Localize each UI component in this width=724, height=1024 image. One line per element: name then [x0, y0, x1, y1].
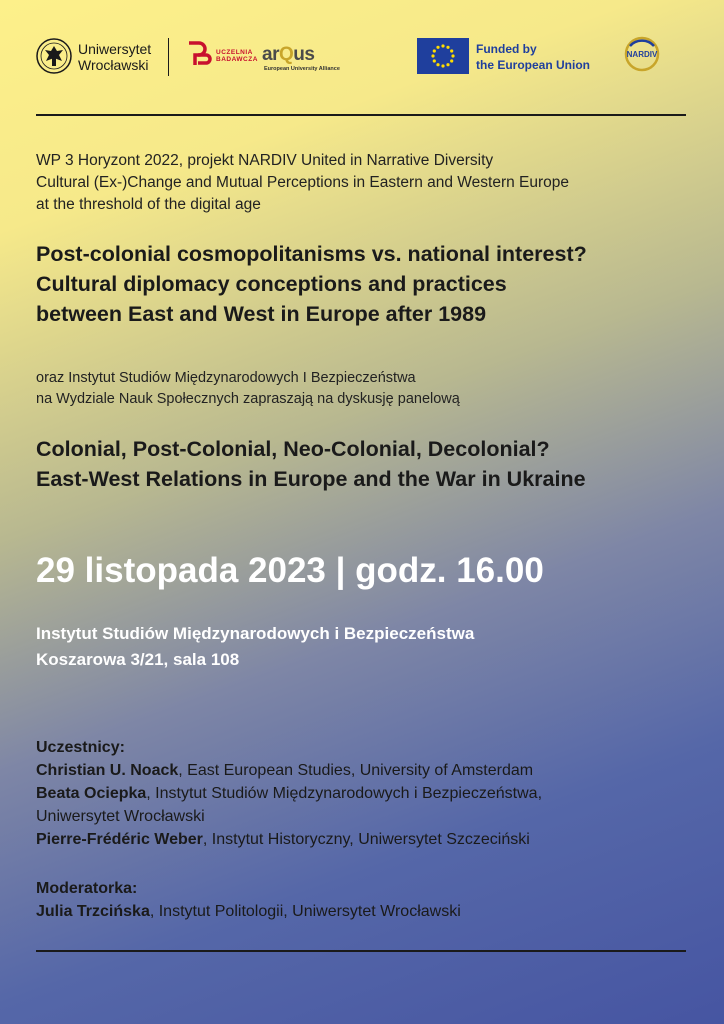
top-rule	[36, 114, 686, 116]
university-crest-logo	[36, 38, 72, 74]
arqus-logo: arQus	[262, 44, 315, 65]
moderator-item: Julia Trzcińska, Instytut Politologii, Uniwersytet Wrocławski	[36, 903, 461, 920]
project-title: Post-colonial cosmopolitanisms vs. national interest? Cultural diplomacy conceptions and practices between East and West in Europe after 1989	[36, 242, 587, 326]
research-university-mark-icon	[186, 40, 212, 68]
bottom-rule	[36, 950, 686, 952]
university-name-logo-text: Uniwersytet Wrocławski	[78, 41, 152, 73]
event-venue: Instytut Studiów Międzynarodowych i Bezpieczeństwa Koszarowa 3/21, sala 108	[36, 624, 475, 669]
logo-divider	[168, 38, 169, 76]
nardiv-logo	[624, 36, 660, 72]
panel-title: Colonial, Post-Colonial, Neo-Colonial, Decolonial? East-West Relations in Europe and the War in Ukraine	[36, 437, 586, 491]
participants-label: Uczestnicy:	[36, 739, 125, 756]
eu-flag-icon	[417, 38, 469, 74]
svg-text:NARDIV: NARDIV	[626, 50, 658, 59]
participant-item-continuation: Uniwersytet Wrocławski	[36, 808, 205, 825]
participants-list	[36, 736, 696, 851]
participant-item: Christian U. Noack, East European Studies, University of Amsterdam	[36, 762, 534, 779]
arqus-subtitle: European University Alliance	[264, 66, 340, 72]
invitation-text: oraz Instytut Studiów Międzynarodowych I Bezpieczeństwa na Wydziale Nauk Społecznych zapraszają na dyskusję panelową	[36, 370, 460, 407]
participant-item: Beata Ociepka, Instytut Studiów Międzynarodowych i Bezpieczeństwa,	[36, 785, 543, 802]
moderator-label: Moderatorka:	[36, 880, 138, 897]
moderator-section	[36, 877, 696, 923]
participant-item: Pierre-Frédéric Weber, Instytut Historyczny, Uniwersytet Szczeciński	[36, 831, 530, 848]
project-intro: WP 3 Horyzont 2022, projekt NARDIV United in Narrative Diversity Cultural (Ex-)Change and Mutual Perceptions in Eastern and Western Europe at the threshold of the digital age	[36, 152, 570, 213]
research-university-label: UCZELNIA BADAWCZA	[216, 49, 258, 63]
event-date-time: 29 listopada 2023 | godz. 16.00	[36, 551, 544, 590]
eu-funding-text: Funded by the European Union	[476, 42, 590, 72]
